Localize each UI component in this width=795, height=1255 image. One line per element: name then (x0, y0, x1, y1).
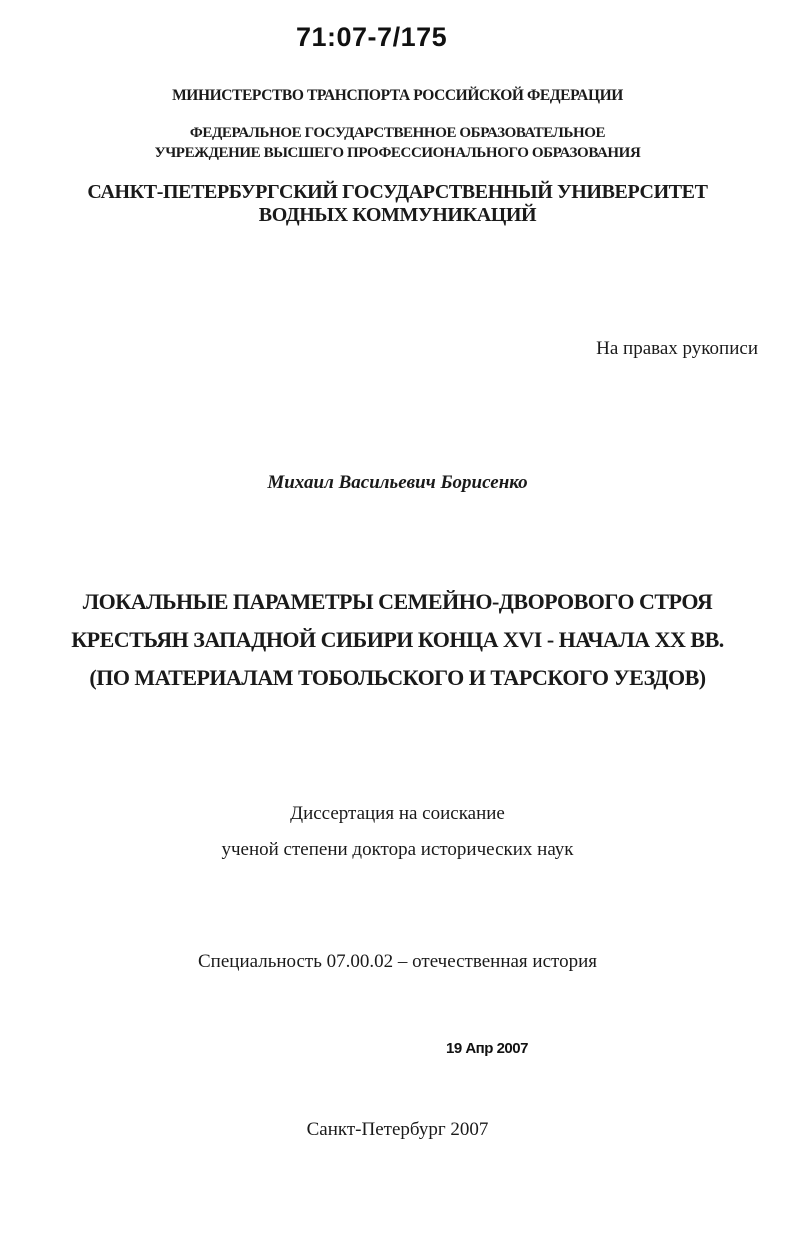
university-line-2: ВОДНЫХ КОММУНИКАЦИЙ (258, 204, 537, 226)
dissertation-title-line-2: КРЕСТЬЯН ЗАПАДНОЙ СИБИРИ КОНЦА XVI - НАЧАЛА XX ВВ. (71, 627, 724, 652)
degree-statement-line-1: Диссертация на соискание (290, 803, 505, 824)
institution-line-1: ФЕДЕРАЛЬНОЕ ГОСУДАРСТВЕННОЕ ОБРАЗОВАТЕЛЬНОЕ (189, 125, 606, 141)
institution-line-2: УЧРЕЖДЕНИЕ ВЫСШЕГО ПРОФЕССИОНАЛЬНОГО ОБРАЗОВАНИЯ (154, 145, 641, 161)
received-date-stamp: 19 Апр 2007 (446, 1040, 528, 1057)
dissertation-title-line-3: (ПО МАТЕРИАЛАМ ТОБОЛЬСКОГО И ТАРСКОГО УЕЗДОВ) (89, 665, 706, 690)
ministry-heading: МИНИСТЕРСТВО ТРАНСПОРТА РОССИЙСКОЙ ФЕДЕРАЦИИ (172, 87, 623, 104)
archive-code-stamp: 71:07-7/175 (296, 22, 448, 52)
city-year: Санкт-Петербург 2007 (306, 1119, 489, 1140)
author-name: Михаил Васильевич Борисенко (267, 472, 528, 493)
dissertation-title-line-1: ЛОКАЛЬНЫЕ ПАРАМЕТРЫ СЕМЕЙНО-ДВОРОВОГО СТРОЯ (82, 589, 713, 614)
degree-statement-line-2: ученой степени доктора исторических наук (221, 839, 574, 860)
specialty-line: Специальность 07.00.02 – отечественная история (198, 951, 597, 972)
university-line-1: САНКТ-ПЕТЕРБУРГСКИЙ ГОСУДАРСТВЕННЫЙ УНИВЕРСИТЕТ (87, 181, 708, 203)
manuscript-rights-note: На правах рукописи (596, 338, 758, 359)
